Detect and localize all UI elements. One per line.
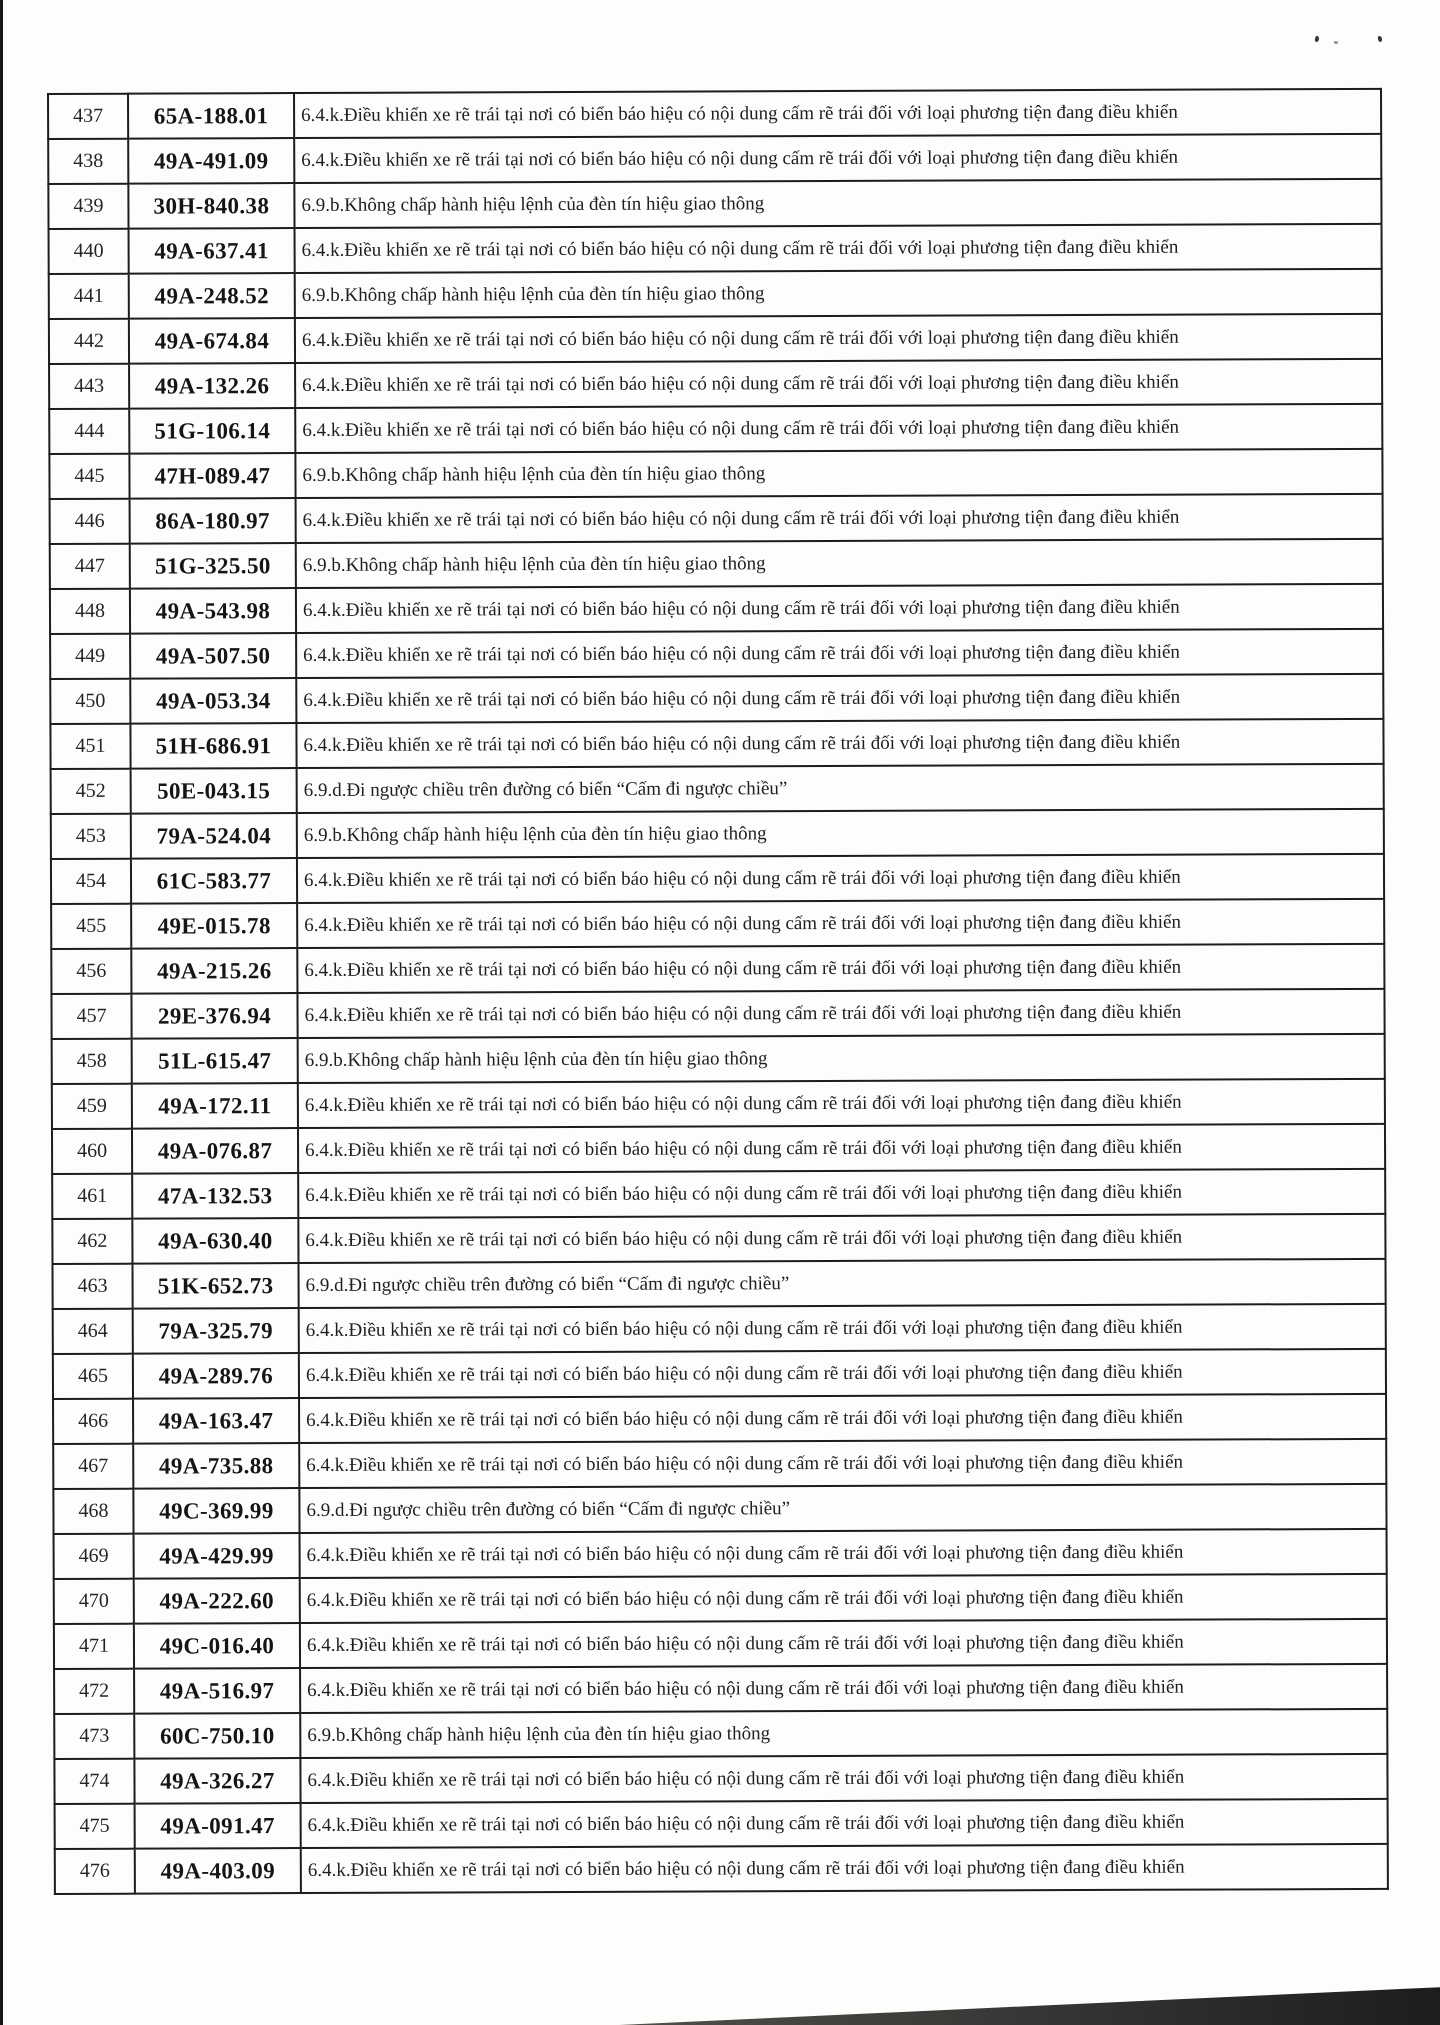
table-row — [53, 1484, 1386, 1534]
row-number: 452 — [51, 769, 131, 814]
row-number: 460 — [52, 1129, 132, 1174]
license-plate: 49A-091.47 — [135, 1803, 301, 1849]
license-plate: 49A-735.88 — [133, 1443, 299, 1489]
license-plate: 49A-053.34 — [130, 678, 296, 724]
license-plate: 51G-325.50 — [130, 543, 296, 589]
table-row — [52, 1034, 1385, 1084]
violation-table — [47, 88, 1389, 1895]
table-row — [51, 944, 1384, 994]
row-number: 461 — [52, 1174, 132, 1219]
license-plate: 29E-376.94 — [131, 993, 297, 1039]
license-plate: 50E-043.15 — [131, 768, 297, 814]
row-number: 468 — [53, 1489, 133, 1534]
violation-text: 6.4.k.Điều khiển xe rẽ trái tại nơi có biển báo hiệu có nội dung cấm rẽ trái đối với loại phương tiện đang điều khiển — [296, 584, 1383, 633]
license-plate: 47A-132.53 — [132, 1173, 298, 1219]
row-number: 447 — [50, 544, 130, 589]
scan-speckle — [1334, 41, 1338, 44]
table-row — [51, 854, 1384, 904]
row-number: 459 — [52, 1084, 132, 1129]
table-row — [54, 1664, 1387, 1714]
violation-text: 6.4.k.Điều khiển xe rẽ trái tại nơi có biển báo hiệu có nội dung cấm rẽ trái đối với loại phương tiện đang điều khiển — [300, 1574, 1387, 1623]
violation-text: 6.4.k.Điều khiển xe rẽ trái tại nơi có biển báo hiệu có nội dung cấm rẽ trái đối với loại phương tiện đang điều khiển — [297, 989, 1384, 1038]
license-plate: 65A-188.01 — [128, 93, 294, 139]
license-plate: 49A-132.26 — [129, 363, 295, 409]
violation-text: 6.4.k.Điều khiển xe rẽ trái tại nơi có biển báo hiệu có nội dung cấm rẽ trái đối với loại phương tiện đang điều khiển — [297, 899, 1384, 948]
table-row — [49, 269, 1382, 319]
violation-text: 6.4.k.Điều khiển xe rẽ trái tại nơi có biển báo hiệu có nội dung cấm rẽ trái đối với loại phương tiện đang điều khiển — [294, 134, 1381, 183]
license-plate: 49A-637.41 — [129, 228, 295, 274]
table-row — [48, 179, 1381, 229]
violation-text: 6.9.b.Không chấp hành hiệu lệnh của đèn tín hiệu giao thông — [298, 1034, 1385, 1083]
row-number: 450 — [50, 679, 130, 724]
violation-text: 6.4.k.Điều khiển xe rẽ trái tại nơi có biển báo hiệu có nội dung cấm rẽ trái đối với loại phương tiện đang điều khiển — [295, 314, 1382, 363]
row-number: 473 — [54, 1714, 134, 1759]
license-plate: 49A-543.98 — [130, 588, 296, 634]
row-number: 469 — [54, 1534, 134, 1579]
table-row — [50, 494, 1383, 544]
violation-text: 6.4.k.Điều khiển xe rẽ trái tại nơi có biển báo hiệu có nội dung cấm rẽ trái đối với loại phương tiện đang điều khiển — [299, 1439, 1386, 1488]
license-plate: 49A-403.09 — [135, 1848, 301, 1894]
row-number: 466 — [53, 1399, 133, 1444]
license-plate: 86A-180.97 — [130, 498, 296, 544]
table-row — [51, 989, 1384, 1039]
table-row — [54, 1574, 1387, 1624]
license-plate: 49A-674.84 — [129, 318, 295, 364]
table-row — [55, 1844, 1388, 1894]
row-number: 472 — [54, 1669, 134, 1714]
license-plate: 49A-491.09 — [128, 138, 294, 184]
license-plate: 49A-248.52 — [129, 273, 295, 319]
table-row — [49, 359, 1382, 409]
license-plate: 61C-583.77 — [131, 858, 297, 904]
violation-text: 6.4.k.Điều khiển xe rẽ trái tại nơi có biển báo hiệu có nội dung cấm rẽ trái đối với loại phương tiện đang điều khiển — [298, 1214, 1385, 1263]
violation-text: 6.4.k.Điều khiển xe rẽ trái tại nơi có biển báo hiệu có nội dung cấm rẽ trái đối với loại phương tiện đang điều khiển — [298, 1169, 1385, 1218]
license-plate: 60C-750.10 — [134, 1713, 300, 1759]
violation-text: 6.4.k.Điều khiển xe rẽ trái tại nơi có biển báo hiệu có nội dung cấm rẽ trái đối với loại phương tiện đang điều khiển — [297, 854, 1384, 903]
violation-text: 6.4.k.Điều khiển xe rẽ trái tại nơi có biển báo hiệu có nội dung cấm rẽ trái đối với loại phương tiện đang điều khiển — [298, 1124, 1385, 1173]
row-number: 464 — [53, 1309, 133, 1354]
row-number: 438 — [48, 139, 128, 184]
table-row — [51, 809, 1384, 859]
violation-text: 6.4.k.Điều khiển xe rẽ trái tại nơi có biển báo hiệu có nội dung cấm rẽ trái đối với loại phương tiện đang điều khiển — [299, 1394, 1386, 1443]
table-row — [50, 539, 1383, 589]
violation-text: 6.9.d.Đi ngược chiều trên đường có biển “Cấm đi ngược chiều” — [299, 1484, 1386, 1533]
row-number: 453 — [51, 814, 131, 859]
row-number: 446 — [50, 499, 130, 544]
table-row — [54, 1754, 1387, 1804]
row-number: 451 — [50, 724, 130, 769]
row-number: 449 — [50, 634, 130, 679]
license-plate: 79A-325.79 — [133, 1308, 299, 1354]
table-row — [50, 629, 1383, 679]
table-row — [54, 1619, 1387, 1669]
row-number: 440 — [49, 229, 129, 274]
license-plate: 49A-630.40 — [132, 1218, 298, 1264]
violation-text: 6.4.k.Điều khiển xe rẽ trái tại nơi có biển báo hiệu có nội dung cấm rẽ trái đối với loại phương tiện đang điều khiển — [295, 224, 1382, 273]
scan-speckle — [1314, 36, 1319, 43]
scan-edge-line — [0, 0, 3, 2025]
violation-text: 6.9.b.Không chấp hành hiệu lệnh của đèn tín hiệu giao thông — [295, 269, 1382, 318]
violation-text: 6.4.k.Điều khiển xe rẽ trái tại nơi có biển báo hiệu có nội dung cấm rẽ trái đối với loại phương tiện đang điều khiển — [301, 1799, 1388, 1848]
license-plate: 49E-015.78 — [131, 903, 297, 949]
violation-text: 6.4.k.Điều khiển xe rẽ trái tại nơi có biển báo hiệu có nội dung cấm rẽ trái đối với loại phương tiện đang điều khiển — [296, 494, 1383, 543]
license-plate: 49C-016.40 — [134, 1623, 300, 1669]
violation-text: 6.4.k.Điều khiển xe rẽ trái tại nơi có biển báo hiệu có nội dung cấm rẽ trái đối với loại phương tiện đang điều khiển — [301, 1844, 1388, 1893]
violation-text: 6.9.b.Không chấp hành hiệu lệnh của đèn tín hiệu giao thông — [295, 449, 1382, 498]
violation-text: 6.4.k.Điều khiển xe rẽ trái tại nơi có biển báo hiệu có nội dung cấm rẽ trái đối với loại phương tiện đang điều khiển — [300, 1529, 1387, 1578]
license-plate: 79A-524.04 — [131, 813, 297, 859]
table-row — [48, 89, 1381, 139]
violation-text: 6.9.b.Không chấp hành hiệu lệnh của đèn tín hiệu giao thông — [297, 809, 1384, 858]
violation-text: 6.4.k.Điều khiển xe rẽ trái tại nơi có biển báo hiệu có nội dung cấm rẽ trái đối với loại phương tiện đang điều khiển — [296, 629, 1383, 678]
violation-text: 6.4.k.Điều khiển xe rẽ trái tại nơi có biển báo hiệu có nội dung cấm rẽ trái đối với loại phương tiện đang điều khiển — [300, 1754, 1387, 1803]
table-row — [53, 1304, 1386, 1354]
table-row — [52, 1214, 1385, 1264]
violation-text: 6.4.k.Điều khiển xe rẽ trái tại nơi có biển báo hiệu có nội dung cấm rẽ trái đối với loại phương tiện đang điều khiển — [299, 1349, 1386, 1398]
row-number: 474 — [54, 1759, 134, 1804]
row-number: 471 — [54, 1624, 134, 1669]
violation-text: 6.9.b.Không chấp hành hiệu lệnh của đèn tín hiệu giao thông — [296, 539, 1383, 588]
row-number: 437 — [48, 94, 128, 139]
license-plate: 49A-429.99 — [134, 1533, 300, 1579]
table-row — [53, 1394, 1386, 1444]
license-plate: 49A-215.26 — [131, 948, 297, 994]
license-plate: 49A-076.87 — [132, 1128, 298, 1174]
table-row — [51, 764, 1384, 814]
row-number: 448 — [50, 589, 130, 634]
table-row — [50, 674, 1383, 724]
license-plate: 49A-172.11 — [132, 1083, 298, 1129]
license-plate: 47H-089.47 — [129, 453, 295, 499]
row-number: 467 — [53, 1444, 133, 1489]
table-row — [50, 719, 1383, 769]
license-plate: 30H-840.38 — [128, 183, 294, 229]
violation-text: 6.9.d.Đi ngược chiều trên đường có biển “Cấm đi ngược chiều” — [298, 1259, 1385, 1308]
table-row — [52, 1169, 1385, 1219]
violation-text: 6.4.k.Điều khiển xe rẽ trái tại nơi có biển báo hiệu có nội dung cấm rẽ trái đối với loại phương tiện đang điều khiển — [296, 719, 1383, 768]
row-number: 442 — [49, 319, 129, 364]
license-plate: 49A-163.47 — [133, 1398, 299, 1444]
license-plate: 51G-106.14 — [129, 408, 295, 454]
row-number: 458 — [52, 1039, 132, 1084]
license-plate: 49A-289.76 — [133, 1353, 299, 1399]
row-number: 470 — [54, 1579, 134, 1624]
row-number: 465 — [53, 1354, 133, 1399]
row-number: 463 — [52, 1264, 132, 1309]
table-row — [55, 1799, 1388, 1849]
row-number: 439 — [48, 184, 128, 229]
violation-text: 6.4.k.Điều khiển xe rẽ trái tại nơi có biển báo hiệu có nội dung cấm rẽ trái đối với loại phương tiện đang điều khiển — [300, 1619, 1387, 1668]
license-plate: 51H-686.91 — [130, 723, 296, 769]
scan-speckle — [1378, 36, 1383, 43]
table-row — [49, 224, 1382, 274]
row-number: 455 — [51, 904, 131, 949]
violation-text: 6.4.k.Điều khiển xe rẽ trái tại nơi có biển báo hiệu có nội dung cấm rẽ trái đối với loại phương tiện đang điều khiển — [298, 1079, 1385, 1128]
table-row — [51, 899, 1384, 949]
violation-text: 6.9.b.Không chấp hành hiệu lệnh của đèn tín hiệu giao thông — [294, 179, 1381, 228]
license-plate: 49A-326.27 — [134, 1758, 300, 1804]
license-plate: 49A-516.97 — [134, 1668, 300, 1714]
license-plate: 51K-652.73 — [132, 1263, 298, 1309]
table-row — [50, 584, 1383, 634]
license-plate: 49A-507.50 — [130, 633, 296, 679]
row-number: 475 — [55, 1804, 135, 1849]
table-row — [52, 1079, 1385, 1129]
violation-text: 6.4.k.Điều khiển xe rẽ trái tại nơi có biển báo hiệu có nội dung cấm rẽ trái đối với loại phương tiện đang điều khiển — [295, 404, 1382, 453]
row-number: 445 — [49, 454, 129, 499]
scan-shadow — [0, 1983, 1440, 2025]
table-row — [49, 404, 1382, 454]
row-number: 444 — [49, 409, 129, 454]
license-plate: 49A-222.60 — [134, 1578, 300, 1624]
table-row — [53, 1439, 1386, 1489]
table-row — [49, 449, 1382, 499]
row-number: 454 — [51, 859, 131, 904]
row-number: 476 — [55, 1849, 135, 1894]
license-plate: 51L-615.47 — [132, 1038, 298, 1084]
violation-text: 6.4.k.Điều khiển xe rẽ trái tại nơi có biển báo hiệu có nội dung cấm rẽ trái đối với loại phương tiện đang điều khiển — [297, 944, 1384, 993]
violation-text: 6.4.k.Điều khiển xe rẽ trái tại nơi có biển báo hiệu có nội dung cấm rẽ trái đối với loại phương tiện đang điều khiển — [300, 1664, 1387, 1713]
table-row — [53, 1349, 1386, 1399]
violation-text: 6.9.b.Không chấp hành hiệu lệnh của đèn tín hiệu giao thông — [300, 1709, 1387, 1758]
table-row — [48, 134, 1381, 184]
violation-text: 6.9.d.Đi ngược chiều trên đường có biển “Cấm đi ngược chiều” — [297, 764, 1384, 813]
violation-text: 6.4.k.Điều khiển xe rẽ trái tại nơi có biển báo hiệu có nội dung cấm rẽ trái đối với loại phương tiện đang điều khiển — [296, 674, 1383, 723]
table-row — [54, 1709, 1387, 1759]
table-row — [54, 1529, 1387, 1579]
table-row — [49, 314, 1382, 364]
row-number: 441 — [49, 274, 129, 319]
table-row — [52, 1124, 1385, 1174]
violation-text: 6.4.k.Điều khiển xe rẽ trái tại nơi có biển báo hiệu có nội dung cấm rẽ trái đối với loại phương tiện đang điều khiển — [294, 89, 1381, 138]
row-number: 456 — [51, 949, 131, 994]
row-number: 462 — [52, 1219, 132, 1264]
violation-text: 6.4.k.Điều khiển xe rẽ trái tại nơi có biển báo hiệu có nội dung cấm rẽ trái đối với loại phương tiện đang điều khiển — [299, 1304, 1386, 1353]
violation-text: 6.4.k.Điều khiển xe rẽ trái tại nơi có biển báo hiệu có nội dung cấm rẽ trái đối với loại phương tiện đang điều khiển — [295, 359, 1382, 408]
license-plate: 49C-369.99 — [133, 1488, 299, 1534]
table-row — [52, 1259, 1385, 1309]
row-number: 443 — [49, 364, 129, 409]
row-number: 457 — [51, 994, 131, 1039]
